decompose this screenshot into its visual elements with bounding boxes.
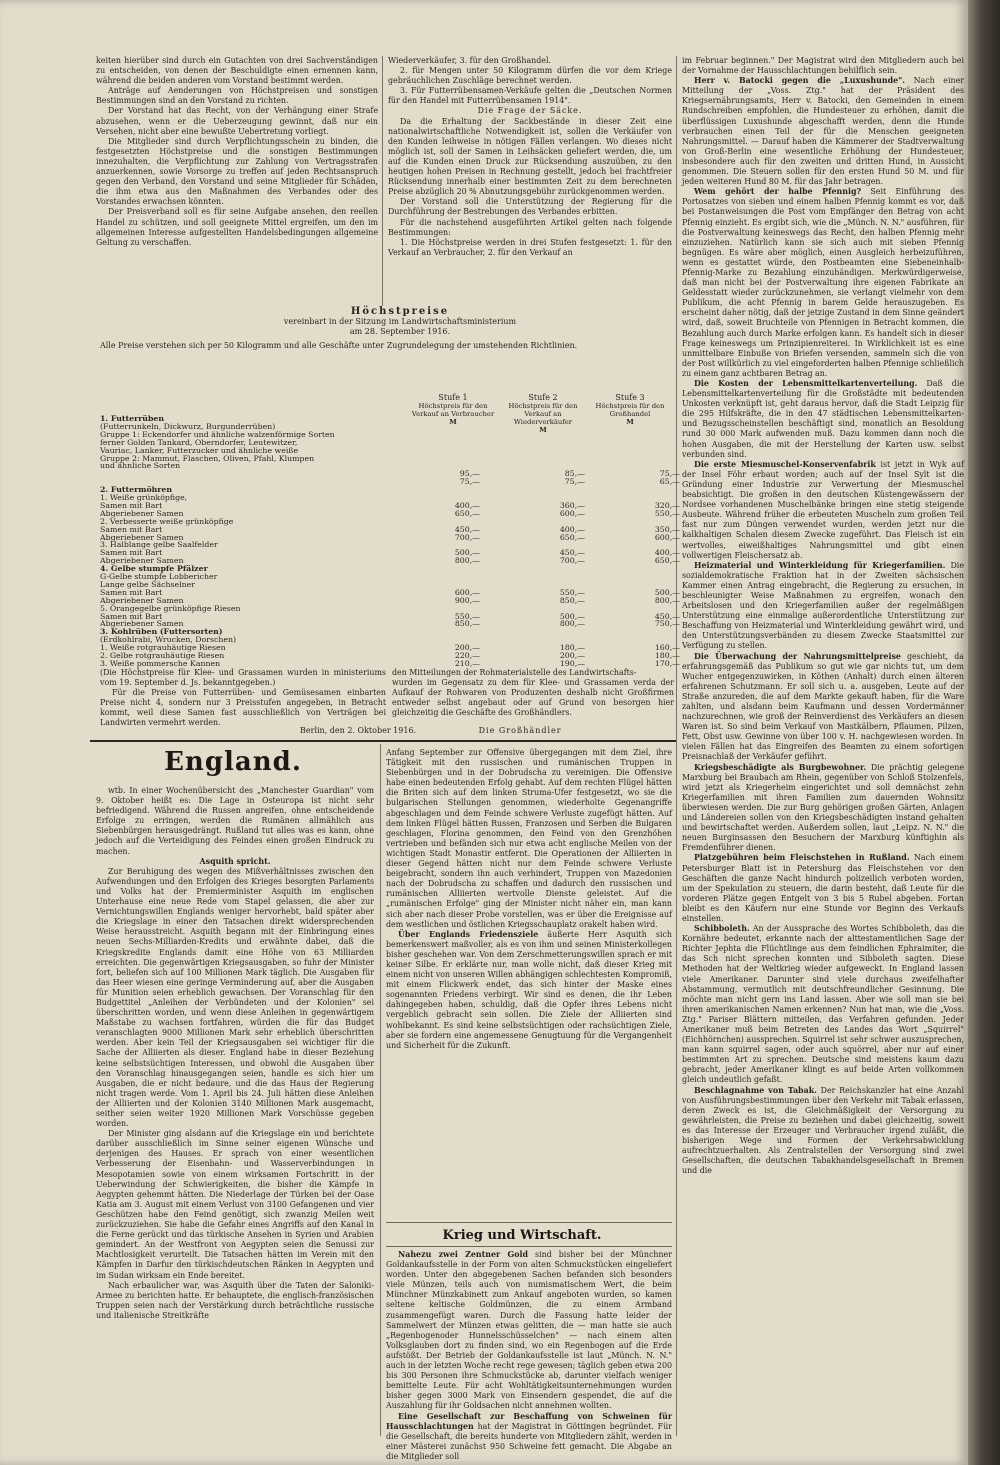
paragraph: Der Vorstand hat das Recht, von der Verhängung einer Strafe abzusehen, wenn er die Ueberzeugung gewinnt, daß nur ein Versehen, nicht aber eine bewußte Uebertretung vorliegt.: [96, 106, 378, 136]
paragraph: Anträge auf Aenderungen von Höchstpreisen und sonstigen Bestimmungen sind an den Vorstand zu richten.: [96, 86, 378, 106]
paragraph-text: im Februar beginnen." Der Magistrat wird den Mitgliedern auch bei der Vornahme der Hausschlachtungen behilflich sein.: [682, 56, 964, 76]
price-stufe-3: 170,—: [654, 658, 680, 668]
paragraph-heading: Kriegsbeschädigte als Burgbewohner.: [694, 762, 867, 772]
paragraph-text: geschieht, da erfahrungsgemäß das Publikum so gut wie gar nichts tut, um dem Wucher entgegenzuwirken, in Köthen (Anhalt) durch einen älteren erfahrenen Schutzmann. Er soll sich u. a. ausgeben, Leute auf der Straße anzureden, die auf dem Markte gekauft haben, für die Ware zahlten, und alsdann beim Kaufmann und dessen Vordermänner nachzurechnen, wie groß der Reinverdienst des Verkäufers an diesen Waren ist. So sind beim Verkauf von Mastkälbern, Pflaumen, Pilzen, Fett, Obst usw. Gewinne von über 100 v. H. nachgewiesen worden. In vielen Fällen hat das Eingreifen des Beamten zu einem sofortigen Preisnachlaß der Verkäufer geführt.: [682, 651, 964, 762]
paragraph-heading: Wem gehört der halbe Pfennig?: [694, 187, 862, 197]
row-label: Abgeriebener Samen: [100, 595, 184, 605]
paragraph-text: Der Minister ging alsdann auf die Kriegslage ein und berichtete darüber ausschließlich im Sinne seiner eigenen Wünsche und derjenigen des Hauses. Er sprach von einer wesentlichen Verbesserung der Eisenbahn- und Wasserverbindungen in Mesopotamien sowie von einem wirksamen Fortschritt in der Ueberwindung der Schwierigkeiten, die bisher die Kämpfe in Aegypten gehemmt hätten. Die Niederlage der Türken bei der Oase Katia am 3. August mit einem Verlust von 3100 Gefangenen und vier Geschützen habe den Feind genötigt, sich zwanzig Meilen weit zurückzuziehen. Sie habe die Gefahr eines Angriffs auf den Kanal in die Ferne gerückt und das türkische Ansehen in Syrien und Arabien gemindert. An der Westfront von Aegypten seien die Senussi zur Machtlosigkeit verurteilt. Die Tatsachen hätten im Verein mit den Kämpfen in Darfur den türkischdeutschen Ränken in Aegypten und im Sudan wirksam ein Ende bereitet.: [96, 1129, 374, 1280]
paragraph: [682, 763, 964, 854]
paragraph-heading: Über Englands Friedensziele: [398, 929, 539, 939]
price-stufe-1: 700,—: [454, 532, 480, 542]
stufe-2-label: Stufe 2: [528, 393, 558, 402]
price-stufe-2: 850,—: [559, 595, 585, 605]
price-table-header: [130, 307, 670, 337]
section-rule: [90, 740, 676, 742]
stufe-3-unit: M: [626, 418, 634, 426]
footnote-2b: wurden im Gegensatz zu dem für Klee- und Grassamen verda der Aufkauf der Rohwaren von Produzenten deshalb nicht Großfirmen entweder selbst angebaut oder auf Grund von besorgen hier gleichzeitig die Geschäfte des Großhändlers.: [392, 678, 674, 718]
table-intro: Alle Preise verstehen sich per 50 Kilogramm und alle Geschäfte unter Zugrundelegung der umstehenden Richtlinien.: [100, 341, 578, 350]
column-rule: [676, 56, 677, 1436]
paragraph-text: An der Aussprache des Wortes Schibboleth, das die Kornähre bedeutet, erkannte nach der alttestamentlichen Sage der Richter Jephta die Flüchtlinge aus dem feindlichen Ephraimiter, die das Sch nicht sprechen konnten und Sibboleth sagten. Diese Methoden hat der Weltkrieg wieder aufgeweckt. In England lassen viele Amerikaner. Darunter sind viele durchaus zweifelhafter Abstammung, vermutlich mit deutschfreundlicher Gesinnung. Die möchte man nicht gern ins Land lassen. Aber wie soll man sie bei ihren amerikanischen Namen erkennen? Nun hat man, wie die „Voss. Ztg." Pariser Blättern mitteilen, das Verfahren gefunden. Jeder Amerikaner muß beim Betreten des Landes das Wort „Squirrel" (Eichhörnchen) aussprechen. Squirrel ist sehr schwer auszusprechen, man kann squirrel sagen, oder auch squörrel, aber nur auf einer bestimmten Art zu sprechen. Deutsche sind meistens kaum dazu gebracht, jeder Amerikaner klingt es auf beide Arten vollkommen gleich undeutlich gefaßt.: [682, 924, 964, 1085]
stufe-1-unit: M: [449, 418, 457, 426]
stufe-2-sub: Höchstpreis für den Verkauf an Wiederverkäufer: [508, 402, 578, 426]
paragraph: [386, 930, 672, 1051]
paragraph: [96, 867, 374, 1129]
table-subtitle: vereinbart in der Sitzung im Landwirtschaftsministerium: [283, 317, 517, 326]
paragraph: [682, 76, 964, 187]
price-stufe-1: 600,—: [454, 587, 480, 597]
price-stufe-2: 800,—: [559, 619, 585, 629]
row-label: 2. Gelbe rotgrauhäutige Riesen: [100, 651, 225, 660]
paragraph: [386, 748, 672, 930]
paragraph: Da die Erhaltung der Sackbestände in dieser Zeit eine nationalwirtschaftliche Notwendigkeit ist, sollen die Verkäufer von den Kunden leihweise in nötigen Fällen verlangen. Wo dieses nicht möglich ist, soll der Samen in Leihsäcken geliefert werden, die, um auf die Kunden einen Druck zur Rücksendung auszuüben, zu den heutigen hohen Preisen in Rechnung gestellt, jedoch bei frachtfreier Rücksendung innerhalb einer bestimmten Zeit zu dem berechneten Preise abzüglich 20 % Abnutzungsgebühr zurückgenommen werden.: [388, 116, 672, 197]
paragraph-text: Nach einer Mitteilung der „Voss. Ztg." hat der Präsident des Kriegsernährungsamts, Herr v. Batocki, den Gemeinden in einem Rundschreiben empfohlen, die Hundesteuer zu erhöhen, damit die überflüssigen Luxushunde abgeschafft werden, denn die Hunde verbrauchen einen Teil der für die Menschen geeigneten Nahrungsmittel. — Darauf haben die Kämmerer der Stadtverwaltung von Groß-Berlin eine wesentliche Erhöhung der Hundesteuer, insbesondere auch für den zweiten und dritten Hund, in Aussicht genommen. Die Steuern sollen für den ersten Hund 50 M. und für jeden weiteren Hund 80 M. für das Jahr betragen.: [682, 76, 965, 187]
paragraph-heading: Eine Gesellschaft zur Beschaffung von Schweinen für Hausschlachtungen: [386, 1411, 672, 1431]
price-stufe-2: 85,—: [564, 469, 585, 479]
row-label: 2. Futtermöhren: [100, 485, 173, 495]
price-stufe-2: 200,—: [559, 651, 585, 660]
row-label: Samen mit Bart: [100, 500, 163, 510]
dateline-row: [300, 726, 674, 735]
price-stufe-3: 500,—: [654, 587, 680, 597]
price-stufe-1: 500,—: [454, 548, 480, 558]
paragraph-heading: Die erste Miesmuschel-Konservenfabrik: [694, 459, 876, 469]
stufe-3-sub: Höchstpreis für den Großhandel: [595, 402, 665, 418]
price-stufe-2: 400,—: [559, 524, 585, 534]
price-stufe-2: 190,—: [559, 658, 585, 668]
price-stufe-3: 180,—: [654, 651, 680, 660]
england-heading: England.: [164, 747, 302, 777]
paragraph: [682, 652, 964, 763]
paragraph-text: Seit Einführung des Portosatzes von sieben und einem halben Pfennig kommt es vor, daß bei Postanweisungen die Post vom Empfänger den Betrag von acht Pfennig einzieht. Es ergibt sich, wie die „Münch. N. N." ausführen, für die Postverwaltung keineswegs das Recht, den halben Pfennig mehr einzuziehen. Natürlich kann sie sich auch mit sieben Pfennig begnügen. Es wäre aber möglich, einen Ausgleich herbeizuführen, wenn es gestattet würde, den Postbeamten eine Siebeneinhalb-Pfennig-Marke zu Bezahlung einzuhändigen. Merkwürdigerweise, daß man nicht bei der Postverwaltung ihre eigenen Fabrikate an Geldesstatt wieder zurückzunehmen, sie verlangt vielmehr von dem Publikum, die acht Pfennig in barem Gelde herauszugeben. Es erscheint daher nötig, daß der jetzige Zustand in dem Sinne geändert wird, daß, soweit Bruchteile von Pfennigen in Betracht kommen, die Bezahlung auch durch Marke erfolgen kann. Es handelt sich in dieser Frage keineswegs um Prinzipienreiterei. In Wirklichkeit ist es eine unmittelbare Einbuße von Briefen versenden, sammeln sich die von der Post willkürlich zu viel eingeforderten halben Pfennige schließlich zu einem ganz achtbaren Betrag an.: [682, 187, 964, 378]
price-stufe-3: 160,—: [654, 643, 680, 653]
paragraph: [682, 187, 964, 379]
price-stufe-3: 650,—: [654, 556, 680, 566]
paragraph: [96, 786, 374, 857]
paragraph: Die Frage der Säcke.: [477, 106, 583, 116]
price-stufe-1: 220,—: [454, 651, 480, 660]
stufe-1-label: Stufe 1: [438, 393, 468, 402]
price-stufe-3: 65,—: [659, 477, 680, 487]
price-stufe-1: 75,—: [459, 477, 480, 487]
row-label: G-Gelbe stumpfe Lobbericher: [100, 572, 218, 581]
row-label: Abgeriebener Samen: [100, 619, 184, 629]
footnote-1: (Die Höchstpreise für Klee- und Grassamen wurden in ministeriums vom 19. September d. Js. bekanntgegeben.): [100, 668, 386, 688]
price-stufe-3: 400,—: [654, 548, 680, 558]
paragraph-heading: Nahezu zwei Zentner Gold: [398, 1250, 528, 1259]
england-left-column: [96, 786, 374, 1426]
price-stufe-1: 550,—: [454, 611, 480, 621]
price-stufe-2: 360,—: [559, 500, 585, 510]
paragraph: [96, 1281, 374, 1321]
paragraph-text: Anfang September zur Offensive übergegangen mit dem Ziel, ihre Tätigkeit mit den russischen und rumänischen Truppen in Siebenbürgen und in der Dobrudscha zu vereinigen. Die Offensive habe einen bedeutenden Erfolg gehabt. Auf dem rechten Flügel hätten die Briten sich auf dem linken Struma-Ufer festgesetzt, wo sie die bulgarischen Stellungen genommen, wiederholte Gegenangriffe abgeschlagen und dem Feinde schwere Verluste zugefügt hätten. Auf dem linken Flügel hätten Russen, Franzosen und Serben die Bulgaren geschlagen, Florina genommen, den Feind von den Grenzhöhen vertrieben und befänden sich nur etwa acht englische Meilen von der wichtigen Stadt Monastir entfernt. Die Operationen der Alliierten in dieser Gegend hätten nicht nur dem Feinde schwere Verluste beigebracht, sondern ihn auch verhindert, Truppen von Mazedonien nach der Dobrudscha zu schaffen und dadurch den russischen und rumänischen Alliierten wertvolle Dienste geleistet. Auf die „rumänischen Erfolge" ging der Minister nicht näher ein, man kann sich aber nach dieser Probe vorstellen, was er über die Ereignisse auf dem westlichen und östlichen Kriegsschauplatz orakelt haben wird.: [386, 748, 672, 929]
price-stufe-1: 95,—: [459, 469, 480, 479]
right-column: [682, 56, 964, 1436]
footnote-1b: den Mitteilungen der Rohmaterialstelle des Landwirtschafts-: [392, 668, 637, 677]
price-stufe-3: 450,—: [654, 611, 680, 621]
paragraph-heading: Schibboleth.: [694, 924, 750, 934]
row-label: Abgeriebener Samen: [100, 532, 184, 542]
table-footnote-right: [392, 668, 674, 718]
krieg-column: [386, 1250, 672, 1461]
row-label: Lange gelbe Sächselner: [100, 579, 195, 589]
paragraph-heading: Die Überwachung der Nahrungsmittelpreise: [694, 651, 901, 661]
price-stufe-1: 900,—: [454, 595, 480, 605]
price-stufe-3: 75,—: [659, 469, 680, 479]
paragraph: [682, 460, 964, 561]
price-stufe-3: 800,—: [654, 595, 680, 605]
paragraph-text: sind bisher bei der Münchner Goldankaufsstelle in der Form von alten Schmuckstücken eingeliefert worden. Unter den abgegebenen Sachen befanden sich besonders viele Münzen, teils auch von numismatischem Wert, die beim Münchner Münzkabinett zum Ankauf angeboten wurden, so kamen seltene keltische Goldmünzen, die zu einem Armband zusammengefügt waren. Durch die Fassung hatte leider der Sammelwert der Münzen etwas gelitten, die — man hatte sie auch „Regenbogenoder Hunnelsschüsselchen" — nach einem alten Volksglauben dort zu finden sind, wo ein Regenbogen auf die Erde aufstößt. Der Betrieb der Goldankaufsstelle ist laut „Münch. N. N." auch in der letzten Woche recht rege gewesen; täglich geben etwa 200 bis 300 Personen ihre Schmuckstücke ab, darunter vielfach weniger bemittelte Leute. Für acht Wohltätigkeitsunternehmungen wurden bisher gegen 3000 Mark von Einsendern gespendet, die auf die Auszahlung für ihr Goldsachen nicht annehmen wollten.: [386, 1250, 672, 1411]
price-stufe-1: 210,—: [454, 658, 480, 668]
row-label: Gruppe 1: Eckendorfer und ähnliche walzenförmige Sorten: [100, 429, 335, 439]
dateline: Berlin, den 2. Oktober 1916.: [300, 726, 417, 735]
row-label: Samen mit Bart: [100, 587, 163, 597]
paragraph-text: hat der Magistrat in Göttingen begründet. Für die Gesellschaft, die bereits hunderte von Mitgliedern zählt, werden in einer Mästerei zunächst 950 Schweine fett gemacht. Die Abgabe an die Mitglieder soll: [386, 1421, 672, 1461]
column-rule: [382, 56, 383, 306]
stufe-2-unit: M: [539, 426, 547, 434]
section-rule: [386, 1222, 672, 1223]
price-stufe-1: 450,—: [454, 524, 480, 534]
paragraph: Die Mitglieder sind durch Verpflichtungsschein zu binden, die festgesetzten Höchstpreise und die sonstigen Bestimmungen innezuhalten, die Verpflichtung zur Zahlung von Vertragsstrafen anzuerkennen, sowie Vorsorge zu treffen auf jeden Rechtsanspruch gegen den Verband, den Vorstand und seine Mitglieder für Schäden, die ihm etwa aus den Maßnahmen des Verbandes oder des Vorstandes erwachsen könnten.: [96, 136, 378, 207]
paragraph: keiten hierüber sind durch ein Gutachten von drei Sachverständigen zu entscheiden, von denen der Beschuldigte einen ernennen kann, während die beiden anderen vom Vorstand bestimmt werden.: [96, 56, 378, 86]
price-stufe-3: 550,—: [654, 508, 680, 518]
row-label: 3. Weiße pommersche Kannen: [100, 658, 221, 668]
paragraph-text: Zur Beruhigung des wegen des Mißverhältnisses zwischen den Aufwendungen und den Erfolgen des Krieges besorgten Parlaments und Volks hat der Premierminister Asquith im englischen Unterhause eine neue Rede vom Stapel gelassen, die aber zur Vernichtungswillen Englands weniger hervorhebt, bald später aber die Kriegslage in einer den Tatsachen direkt widersprechenden Weise herausstreicht. Asquith begann mit der Einbringung eines neuen Sechs-Milliarden-Kredits und erwähnte dabei, daß die Kriegskredite Englands damit eine Höhe von 63 Milliarden erreichten. Die gegenwärtigen Kriegsausgaben, so fuhr der Minister fort, beliefen sich auf 100 Millionen Mark täglich. Die Ausgaben für das Heer wiesen eine geringe Verminderung auf, aber die Ausgaben für Munition seien erheblich gewachsen. Der Voranschlag für den Budgettitel „Anleihen der Verbündeten und der Kolonien" sei überschritten worden, und wenn diese Anleihen in gegenwärtigem Maßstabe zu wachsen fortfahren, würden die für das Budget veranschlagten 9000 Millionen Mark sehr erheblich überschritten werden. Aber kein Teil der Kriegsausgaben sei wichtiger für die Sache der Alliierten als dieser. England habe in dieser Beziehung keine selbstsüchtigen Interessen, und obwohl die Ausgaben über den Voranschlag hinausgegangen seien, handle es sich hier um Ausgaben, die er nicht bedaure, und die das Haus der Regierung nicht tragen werde. Vom 1. April bis 24. Juli hätten diese Anleihen der Alliierten und der Kolonien 3140 Millionen Mark ausgemacht, seither seien weiter 1920 Millionen Mark Vorschüsse gegeben worden.: [96, 866, 374, 1129]
row-label: 1. Futterrüben: [100, 414, 165, 423]
row-label: Samen mit Bart: [100, 611, 163, 621]
paragraph-heading: Beschlagnahme von Tabak.: [694, 1085, 817, 1095]
paragraph: Der Vorstand soll die Unterstützung der Regierung für die Durchführung der Bestrebungen des Verbandes erbitten.: [388, 197, 672, 217]
row-label: Vauriac, Lanker, Futterzucker und ähnliche weiße: [100, 445, 299, 455]
top-middle-column: [388, 56, 672, 304]
price-stufe-2: 600,—: [559, 508, 585, 518]
table-footnote-left: [100, 668, 386, 728]
row-label: Abgeriebener Samen: [100, 556, 184, 566]
footnote-2: Für die Preise von Futterrüben- und Gemüsesamen einbarten Preise nicht 4, sondern nur 3 Preisstufen angegeben, in Betracht kommt, weil diese Samen fast ausschließlich von Verträgen bei Landwirten vermehrt werden.: [100, 688, 386, 728]
row-label: 5. Orangegelbe grünköpfige Riesen: [100, 603, 241, 613]
price-stufe-2: 700,—: [559, 556, 585, 566]
paragraph-text: Die sozialdemokratische Fraktion hat in der Zweiten sächsischen Kammer einen Antrag eingebracht, die Regierung zu ersuchen, in beschleunigter Weise Maßnahmen zu ergreifen, wonach den Arbeitslosen und den Kriegerfamilien außer der regelmäßigen Unterstützung eine einmalige außerordentliche Unterstützung zur Beschaffung von Heizmaterial und Winterkleidung gewährt wird, und den Unterstützungsverbänden zu diesem Zwecke Staatsmittel zur Verfügung zu stellen.: [682, 560, 965, 651]
paragraph-heading: Heizmaterial und Winterkleidung für Kriegerfamilien.: [694, 560, 946, 570]
row-label: und ähnliche Sorten: [100, 461, 181, 471]
paragraph-text: ist jetzt in Wyk auf der Insel Föhr erbaut worden; auch auf der Insel Sylt ist die Gründung einer Industrie zur Verwertung der Miesmuschel beabsichtigt. Die großen in den deutschen Küstengewässern der Nordsee vorhandenen Muschelbänke bringen eine stetig steigende Ausbeute. Während früher die erbeuteten Muscheln zum großen Teil fast nur zum Düngen verwendet wurden, werden jetzt nur die kalkhaltigen Schalen diesem Zwecke zugeführt. Das Fleisch ist ein wertvolles, eiweißhaltiges Nahrungsmittel und gibt einen vollwertigen Fleischersatz ab.: [682, 459, 964, 560]
paragraph-text: Nach erbaulicher war, was Asquith über die Taten der Saloniki-Armee zu berichten hatte. Er behauptete, die englisch-französischen Truppen seien nach der Verstärkung durch beträchtliche russische und italienische Streitkräfte: [96, 1280, 374, 1320]
price-stufe-1: 850,—: [454, 619, 480, 629]
stufe-3-label: Stufe 3: [615, 393, 645, 402]
row-label: (Futterrunkeln, Dickwurz, Burgunderrüben): [100, 421, 276, 431]
paragraph: Für die nachstehend ausgeführten Artikel gelten nach folgende Bestimmungen:: [388, 217, 672, 237]
price-stufe-1: 200,—: [454, 643, 480, 653]
paragraph-text: Die prächtig gelegene Marxburg bei Braubach am Rhein, gegenüber von Schloß Stolzenfels, wird jetzt als Kriegerheim eingerichtet und soll demnächst zehn Kriegerfamilien mit ihren Familien zum dauernden Wohnsitz überwiesen werden. Die zur Burg gehörigen großen Gärten, Anlagen und Ländereien sollen von den Kriegsbeschädigten instand gehalten und bewirtschaftet werden. Außerdem sollen, laut „Leipz. N. N." die neuen Burginsassen den Besuchern der Marxburg künftighin als Fremdenführer dienen.: [682, 762, 964, 853]
section-rule: [386, 1246, 672, 1247]
stufe-1-sub: Höchstpreis für den Verkauf an Verbraucher: [411, 402, 495, 418]
top-left-column: [96, 56, 378, 304]
paragraph-heading: Die Kosten der Lebensmittelkartenverteilung.: [694, 379, 918, 388]
paragraph-text: Der Reichskanzler hat eine Anzahl von Ausführungsbestimmungen über den Verkehr mit Tabak erlassen, deren Zweck es ist, die Gleichmäßigkeit der Versorgung zu gewährleisten, die Preise zu beziehen und dabei gleichzeitig, soweit es das Interesse der Erzeuger und Verbraucher irgend zuläßt, die bisherigen Wege und Formen der Verkehrsabwicklung aufrechtzuerhalten. Als Zentralstellen der Versorgung sind zwei Gesellschaften, die deutschen Tabakhandelsgesellschaft in Bremen und die: [682, 1085, 964, 1176]
page-edge: [968, 0, 1000, 1465]
paragraph: [386, 1412, 672, 1462]
price-stufe-2: 650,—: [559, 532, 585, 542]
paragraph-heading: Platzgebühren beim Fleischstehen in Rußland.: [694, 853, 910, 863]
paragraph-text: Nach einem Petersburger Blatt ist in Petersburg das Fleischstehen vor den Geschäften die ganze Nacht hindurch polizeilich verboten worden, um der Spekulation zu steuern, die darin besteht, daß Leute für die vorderen Plätze gegen Entgelt von 3 bis 5 Rubel abgeben. Fortan bleibt es den Käufern nur eine Stunde vor Beginn des Verkaufs einstellen.: [682, 853, 964, 923]
paragraph: [96, 1129, 374, 1280]
row-label: (Erdkohlrabi, Wrucken, Dorschen): [100, 635, 237, 645]
row-label: Samen mit Bart: [100, 524, 163, 534]
row-label: Gruppe 2: Mammut, Flaschen, Oliven, Pfahl, Klumpen: [100, 453, 315, 463]
paragraph-text: äußerte Herr Asquith sich bemerkenswert maßvoller, als es von ihm und seinen Ministerkollegen bisher geschehen war. Von dem Zerschmetterungswillen sprach er mit keiner Silbe. Er erklärte nur, man wolle nicht, daß dieser Krieg mit einem nicht von unseren Willen abhängigen schlechtesten Kompromiß, mit einem Flickwerk endet, das sich hinter der Maske eines sogenannten Friedens verbirgt. Wir sind es denen, die ihr Leben dahingegeben haben, schuldig, daß die Opfer ihres Lebens nicht vergeblich gebracht sein sollen. Die Ziele der Alliierten sind wohlbekannt. Es sind keine selbstsüchtigen oder rachsüchtigen Ziele, aber sie fordern eine angemessene Genugtuung für die Vergangenheit und Sicherheit für die Zukunft.: [386, 929, 672, 1050]
row-label: Abgeriebener Samen: [100, 508, 184, 518]
paragraph-text: wtb. In einer Wochenübersicht des „Manchester Guardian" vom 9. Oktober heißt es: Die Lage in Osteuropa ist nicht sehr befriedigend. Während die Russen angreifen, ohne entscheidende Erfolge zu erringen, werden die Rumänen allmählich aus Siebenbürgen herausgedrängt. Rußland tut alles was es kann, ohne jedoch auf die Verteidigung des Feindes einen großen Eindruck zu machen.: [96, 786, 374, 856]
row-label: 2. Verbesserte weiße grünköpfige: [100, 516, 234, 526]
krieg-heading: Krieg und Wirtschaft.: [442, 1228, 602, 1243]
paragraph-heading: Herr v. Batocki gegen die „Luxushunde".: [694, 76, 906, 86]
row-label: Samen mit Bart: [100, 548, 163, 558]
price-stufe-1: 800,—: [454, 556, 480, 566]
paragraph: 2. für Mengen unter 50 Kilogramm dürfen die vor dem Kriege gebräuchlichen Zuschläge berechnet werden.: [388, 66, 672, 86]
signature: Die Großhändler: [478, 726, 562, 735]
paragraph: [682, 1086, 964, 1177]
column-rule: [380, 744, 381, 1436]
price-stufe-3: 320,—: [654, 500, 680, 510]
paragraph: [682, 853, 964, 924]
row-label: 1. Weiße rotgrauhäutige Riesen: [100, 643, 226, 653]
price-stufe-1: 650,—: [454, 508, 480, 518]
price-stufe-2: 550,—: [559, 587, 585, 597]
row-label: ferner Golden Tankard, Oberndorfer, Leutewitzer,: [100, 437, 298, 447]
price-stufe-3: 750,—: [654, 619, 680, 629]
row-label: 3. Halblange gelbe Saalfelder: [100, 540, 218, 550]
paragraph-text: Daß die Lebensmittelkartenverteilung für die Großstädte mit bedeutenden Unkosten verknüpft ist, geht daraus hervor, daß die Stadt Leipzig für die 295 Hilfskräfte, die in den 47 städtischen Lebensmittelkarten- und Bezugsscheinstellen beschäftigt sind, monatlich an Besoldung rund 30 000 Mark aufwenden muß. Dazu kommen dann noch die hohen Ausgaben, die mit der Herstellung der Karten usw. selbst verbunden sind.: [682, 379, 965, 459]
row-label: 1. Weiße grünköpfige,: [100, 493, 188, 502]
paragraph: [682, 379, 964, 460]
price-stufe-2: 500,—: [559, 611, 585, 621]
england-mid-column: [386, 748, 672, 1218]
paragraph: 3. Für Futterrübensamen-Verkäufe gelten die „Deutschen Normen für den Handel mit Futterrübensamen 1914".: [388, 86, 672, 106]
price-stufe-3: 350,—: [654, 524, 680, 534]
paragraph: [682, 56, 964, 76]
price-stufe-2: 450,—: [559, 548, 585, 558]
table-date: am 28. September 1916.: [349, 327, 451, 336]
paragraph: [682, 924, 964, 1086]
row-label: 4. Gelbe stumpfe Pfälzer: [100, 564, 208, 574]
paragraph: Der Preisverband soll es für seine Aufgabe ansehen, den reellen Handel zu schützen, und soll geeignete Mittel ergreifen, um den im allgemeinen Interesse aufgestellten Handelsbedingungen allgemeine Geltung zu verschaffen.: [96, 207, 378, 247]
paragraph: Wiederverkäufer, 3. für den Großhandel.: [388, 56, 551, 65]
price-stufe-2: 180,—: [559, 643, 585, 653]
price-stufe-3: 600,—: [654, 532, 680, 542]
paragraph-heading: Asquith spricht.: [199, 856, 271, 866]
paragraph: [386, 1250, 672, 1412]
table-title: Höchstpreise: [350, 306, 450, 317]
paragraph: [96, 857, 374, 867]
row-label: 3. Kohlrüben (Futtersorten): [100, 627, 223, 637]
paragraph: 1. Die Höchstpreise werden in drei Stufen festgesetzt: 1. für den Verkauf an Verbraucher, 2. für den Verkauf an: [388, 237, 672, 257]
paragraph: [682, 561, 964, 652]
price-stufe-2: 75,—: [564, 477, 585, 487]
price-stufe-1: 400,—: [454, 500, 480, 510]
